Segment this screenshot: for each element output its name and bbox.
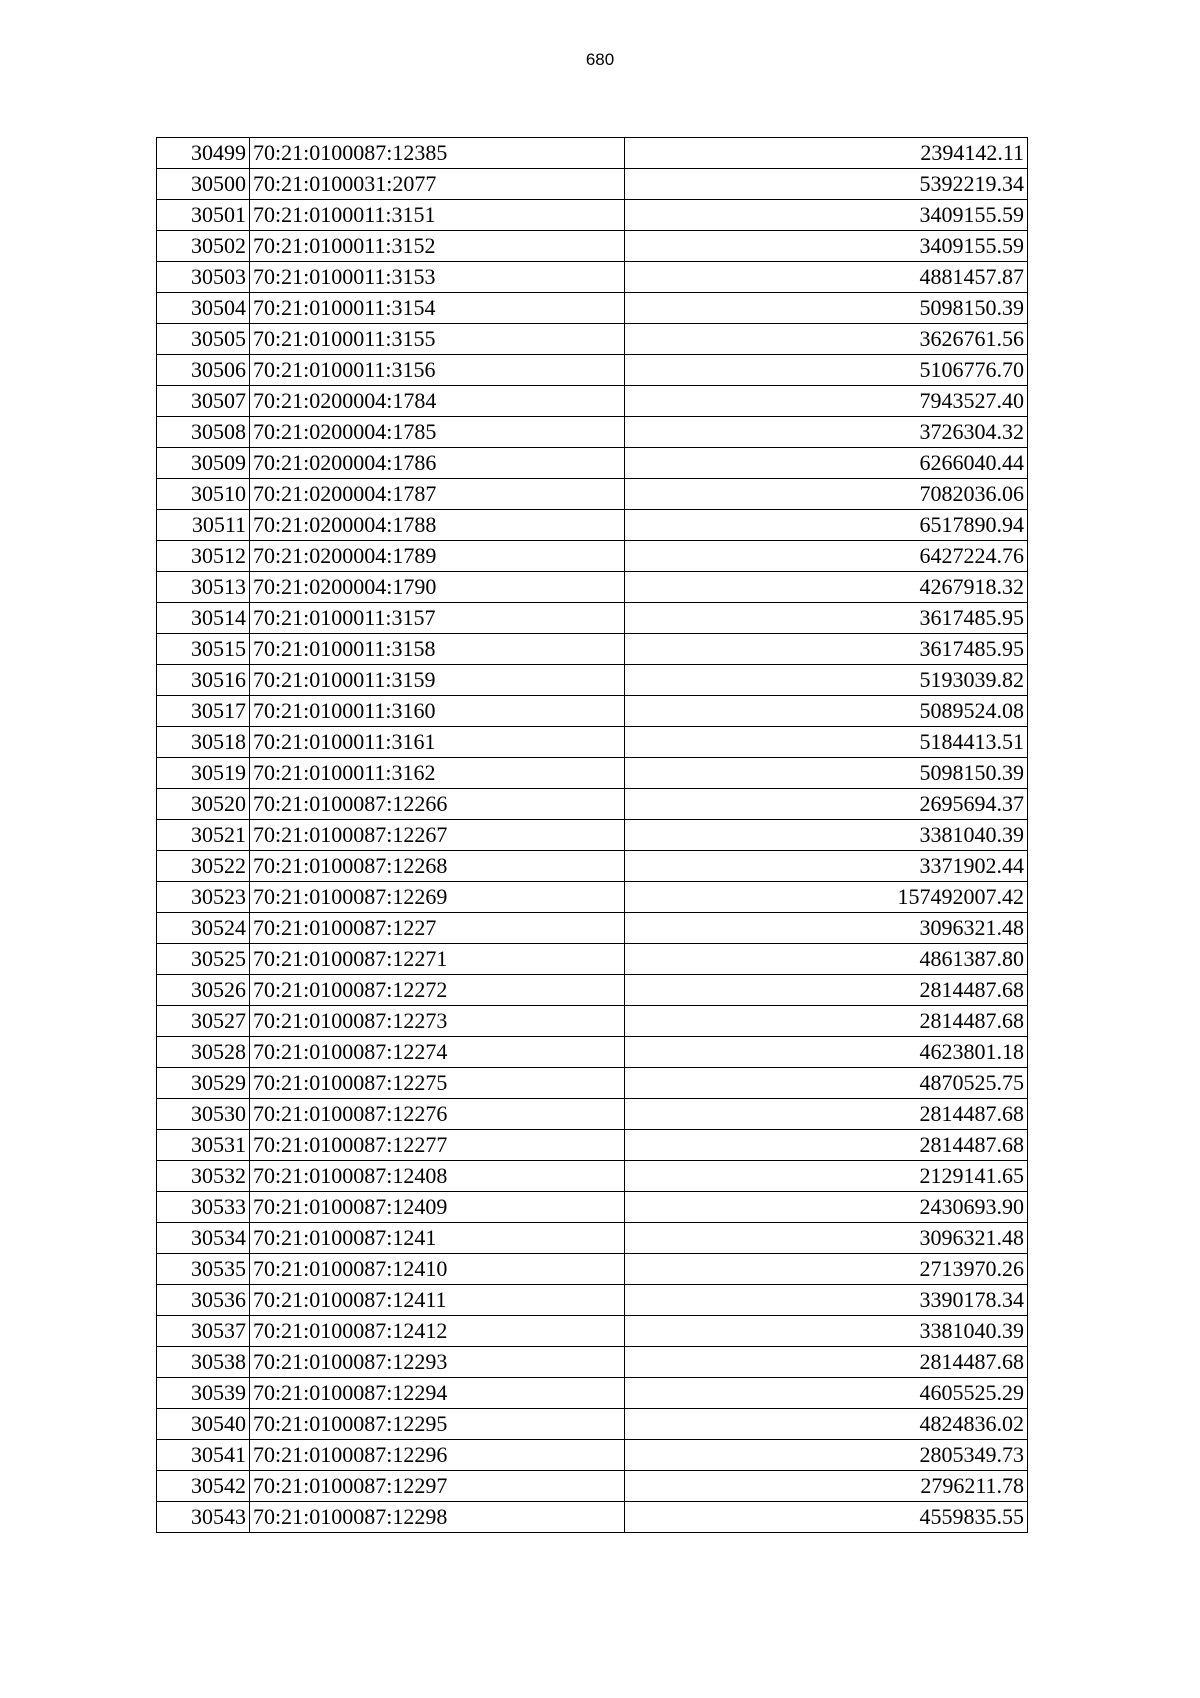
cadastral-value-cell: 2129141.65	[625, 1161, 1028, 1192]
row-number-cell: 30536	[157, 1285, 250, 1316]
row-number-cell: 30514	[157, 603, 250, 634]
table-row	[157, 138, 1028, 169]
table-row	[157, 169, 1028, 200]
cadastral-value-cell: 2796211.78	[625, 1471, 1028, 1502]
cadastral-number-cell: 70:21:0100087:12409	[250, 1192, 625, 1223]
row-number-cell: 30520	[157, 789, 250, 820]
row-number-cell: 30501	[157, 200, 250, 231]
cadastral-number-cell: 70:21:0200004:1787	[250, 479, 625, 510]
cadastral-number-cell: 70:21:0100087:12267	[250, 820, 625, 851]
row-number-cell: 30540	[157, 1409, 250, 1440]
page-number: 680	[585, 50, 615, 69]
table-row	[157, 851, 1028, 882]
cadastral-value-cell: 6517890.94	[625, 510, 1028, 541]
cadastral-value-cell: 5184413.51	[625, 727, 1028, 758]
table-row	[157, 572, 1028, 603]
cadastral-number-cell: 70:21:0100087:12297	[250, 1471, 625, 1502]
row-number-cell: 30506	[157, 355, 250, 386]
cadastral-value-cell: 4881457.87	[625, 262, 1028, 293]
cadastral-value-cell: 4861387.80	[625, 944, 1028, 975]
row-number-cell: 30502	[157, 231, 250, 262]
cadastral-value-cell: 3390178.34	[625, 1285, 1028, 1316]
row-number-cell: 30515	[157, 634, 250, 665]
cadastral-value-cell: 3409155.59	[625, 200, 1028, 231]
row-number-cell: 30519	[157, 758, 250, 789]
cadastral-number-cell: 70:21:0100087:12273	[250, 1006, 625, 1037]
cadastral-number-cell: 70:21:0200004:1788	[250, 510, 625, 541]
row-number-cell: 30503	[157, 262, 250, 293]
cadastral-number-cell: 70:21:0100087:12275	[250, 1068, 625, 1099]
cadastral-value-cell: 3096321.48	[625, 1223, 1028, 1254]
row-number-cell: 30525	[157, 944, 250, 975]
cadastral-value-cell: 3626761.56	[625, 324, 1028, 355]
table-body	[157, 138, 1028, 1533]
cadastral-number-cell: 70:21:0100011:3160	[250, 696, 625, 727]
row-number-cell: 30539	[157, 1378, 250, 1409]
table-row	[157, 1223, 1028, 1254]
cadastral-number-cell: 70:21:0100011:3162	[250, 758, 625, 789]
cadastral-value-cell: 5193039.82	[625, 665, 1028, 696]
row-number-cell: 30504	[157, 293, 250, 324]
cadastral-value-cell: 2814487.68	[625, 975, 1028, 1006]
cadastral-value-cell: 5392219.34	[625, 169, 1028, 200]
table-row	[157, 386, 1028, 417]
row-number-cell: 30538	[157, 1347, 250, 1378]
table-row	[157, 820, 1028, 851]
cadastral-value-cell: 3617485.95	[625, 603, 1028, 634]
cadastral-value-cell: 3096321.48	[625, 913, 1028, 944]
row-number-cell: 30509	[157, 448, 250, 479]
cadastral-number-cell: 70:21:0200004:1786	[250, 448, 625, 479]
cadastral-number-cell: 70:21:0100011:3154	[250, 293, 625, 324]
cadastral-value-cell: 4267918.32	[625, 572, 1028, 603]
row-number-cell: 30534	[157, 1223, 250, 1254]
cadastral-number-cell: 70:21:0100087:12274	[250, 1037, 625, 1068]
cadastral-value-cell: 2814487.68	[625, 1006, 1028, 1037]
row-number-cell: 30533	[157, 1192, 250, 1223]
cadastral-value-cell: 2805349.73	[625, 1440, 1028, 1471]
cadastral-value-cell: 6266040.44	[625, 448, 1028, 479]
row-number-cell: 30511	[157, 510, 250, 541]
table-row	[157, 510, 1028, 541]
cadastral-value-cell: 4605525.29	[625, 1378, 1028, 1409]
cadastral-value-cell: 5098150.39	[625, 758, 1028, 789]
row-number-cell: 30517	[157, 696, 250, 727]
cadastral-number-cell: 70:21:0200004:1789	[250, 541, 625, 572]
cadastral-number-cell: 70:21:0100087:12293	[250, 1347, 625, 1378]
table-row	[157, 1378, 1028, 1409]
cadastral-value-cell: 3726304.32	[625, 417, 1028, 448]
table-row	[157, 1502, 1028, 1533]
cadastral-value-cell: 3617485.95	[625, 634, 1028, 665]
row-number-cell: 30524	[157, 913, 250, 944]
row-number-cell: 30528	[157, 1037, 250, 1068]
cadastral-value-cell: 2814487.68	[625, 1099, 1028, 1130]
cadastral-value-cell: 2713970.26	[625, 1254, 1028, 1285]
table-row	[157, 479, 1028, 510]
table-row	[157, 417, 1028, 448]
table-row	[157, 262, 1028, 293]
cadastral-number-cell: 70:21:0100087:12298	[250, 1502, 625, 1533]
table-row	[157, 1006, 1028, 1037]
cadastral-number-cell: 70:21:0100011:3156	[250, 355, 625, 386]
row-number-cell: 30529	[157, 1068, 250, 1099]
cadastral-number-cell: 70:21:0100087:12269	[250, 882, 625, 913]
row-number-cell: 30510	[157, 479, 250, 510]
cadastral-number-cell: 70:21:0100087:1241	[250, 1223, 625, 1254]
table-row	[157, 789, 1028, 820]
row-number-cell: 30527	[157, 1006, 250, 1037]
cadastral-value-cell: 7943527.40	[625, 386, 1028, 417]
cadastral-number-cell: 70:21:0100087:12412	[250, 1316, 625, 1347]
cadastral-number-cell: 70:21:0100011:3158	[250, 634, 625, 665]
cadastral-number-cell: 70:21:0100087:12411	[250, 1285, 625, 1316]
row-number-cell: 30516	[157, 665, 250, 696]
table-row	[157, 1099, 1028, 1130]
table-row	[157, 603, 1028, 634]
table-row	[157, 1316, 1028, 1347]
cadastral-number-cell: 70:21:0100011:3157	[250, 603, 625, 634]
cadastral-number-cell: 70:21:0100011:3161	[250, 727, 625, 758]
cadastral-number-cell: 70:21:0100011:3152	[250, 231, 625, 262]
cadastral-number-cell: 70:21:0100087:12385	[250, 138, 625, 169]
cadastral-number-cell: 70:21:0100087:12410	[250, 1254, 625, 1285]
row-number-cell: 30512	[157, 541, 250, 572]
table-row	[157, 696, 1028, 727]
table-row	[157, 975, 1028, 1006]
table-row	[157, 231, 1028, 262]
row-number-cell: 30505	[157, 324, 250, 355]
table-row	[157, 1037, 1028, 1068]
cadastral-number-cell: 70:21:0200004:1784	[250, 386, 625, 417]
cadastral-value-cell: 4870525.75	[625, 1068, 1028, 1099]
row-number-cell: 30535	[157, 1254, 250, 1285]
table-row	[157, 448, 1028, 479]
row-number-cell: 30537	[157, 1316, 250, 1347]
row-number-cell: 30542	[157, 1471, 250, 1502]
row-number-cell: 30523	[157, 882, 250, 913]
row-number-cell: 30499	[157, 138, 250, 169]
row-number-cell: 30531	[157, 1130, 250, 1161]
cadastral-value-cell: 2394142.11	[625, 138, 1028, 169]
row-number-cell: 30507	[157, 386, 250, 417]
table-row	[157, 1347, 1028, 1378]
table-row	[157, 882, 1028, 913]
cadastral-number-cell: 70:21:0100011:3151	[250, 200, 625, 231]
table-row	[157, 1192, 1028, 1223]
cadastral-number-cell: 70:21:0200004:1790	[250, 572, 625, 603]
row-number-cell: 30526	[157, 975, 250, 1006]
cadastral-number-cell: 70:21:0100087:12268	[250, 851, 625, 882]
row-number-cell: 30508	[157, 417, 250, 448]
table-row	[157, 355, 1028, 386]
cadastral-number-cell: 70:21:0100087:12296	[250, 1440, 625, 1471]
cadastral-number-cell: 70:21:0100011:3159	[250, 665, 625, 696]
cadastral-number-cell: 70:21:0200004:1785	[250, 417, 625, 448]
cadastral-value-cell: 5089524.08	[625, 696, 1028, 727]
table-row	[157, 727, 1028, 758]
table-row	[157, 1068, 1028, 1099]
table-row	[157, 1409, 1028, 1440]
row-number-cell: 30541	[157, 1440, 250, 1471]
cadastral-value-cell: 2814487.68	[625, 1347, 1028, 1378]
row-number-cell: 30543	[157, 1502, 250, 1533]
table-row	[157, 324, 1028, 355]
cadastral-value-cell: 157492007.42	[625, 882, 1028, 913]
cadastral-number-cell: 70:21:0100087:12408	[250, 1161, 625, 1192]
cadastral-number-cell: 70:21:0100031:2077	[250, 169, 625, 200]
table-row	[157, 634, 1028, 665]
cadastral-value-table	[156, 137, 1028, 1533]
table-row	[157, 758, 1028, 789]
cadastral-number-cell: 70:21:0100087:12271	[250, 944, 625, 975]
cadastral-number-cell: 70:21:0100087:12266	[250, 789, 625, 820]
table-row	[157, 1161, 1028, 1192]
cadastral-value-cell: 4559835.55	[625, 1502, 1028, 1533]
cadastral-value-cell: 3381040.39	[625, 820, 1028, 851]
cadastral-value-cell: 3381040.39	[625, 1316, 1028, 1347]
row-number-cell: 30518	[157, 727, 250, 758]
cadastral-value-cell: 4623801.18	[625, 1037, 1028, 1068]
table-row	[157, 1471, 1028, 1502]
table-row	[157, 1254, 1028, 1285]
cadastral-number-cell: 70:21:0100087:1227	[250, 913, 625, 944]
row-number-cell: 30530	[157, 1099, 250, 1130]
table-row	[157, 665, 1028, 696]
row-number-cell: 30513	[157, 572, 250, 603]
row-number-cell: 30522	[157, 851, 250, 882]
cadastral-value-cell: 6427224.76	[625, 541, 1028, 572]
cadastral-number-cell: 70:21:0100087:12294	[250, 1378, 625, 1409]
table-row	[157, 1285, 1028, 1316]
cadastral-number-cell: 70:21:0100011:3155	[250, 324, 625, 355]
row-number-cell: 30500	[157, 169, 250, 200]
cadastral-value-cell: 2695694.37	[625, 789, 1028, 820]
row-number-cell: 30532	[157, 1161, 250, 1192]
cadastral-value-cell: 7082036.06	[625, 479, 1028, 510]
cadastral-value-cell: 5098150.39	[625, 293, 1028, 324]
table-row	[157, 541, 1028, 572]
cadastral-number-cell: 70:21:0100087:12272	[250, 975, 625, 1006]
row-number-cell: 30521	[157, 820, 250, 851]
cadastral-number-cell: 70:21:0100087:12277	[250, 1130, 625, 1161]
cadastral-number-cell: 70:21:0100011:3153	[250, 262, 625, 293]
table-row	[157, 913, 1028, 944]
table-row	[157, 944, 1028, 975]
table-row	[157, 1440, 1028, 1471]
table-row	[157, 200, 1028, 231]
table-row	[157, 1130, 1028, 1161]
cadastral-value-cell: 3371902.44	[625, 851, 1028, 882]
cadastral-value-cell: 2814487.68	[625, 1130, 1028, 1161]
cadastral-value-cell: 4824836.02	[625, 1409, 1028, 1440]
cadastral-value-cell: 2430693.90	[625, 1192, 1028, 1223]
cadastral-number-cell: 70:21:0100087:12276	[250, 1099, 625, 1130]
cadastral-number-cell: 70:21:0100087:12295	[250, 1409, 625, 1440]
cadastral-value-cell: 5106776.70	[625, 355, 1028, 386]
cadastral-value-cell: 3409155.59	[625, 231, 1028, 262]
table-row	[157, 293, 1028, 324]
